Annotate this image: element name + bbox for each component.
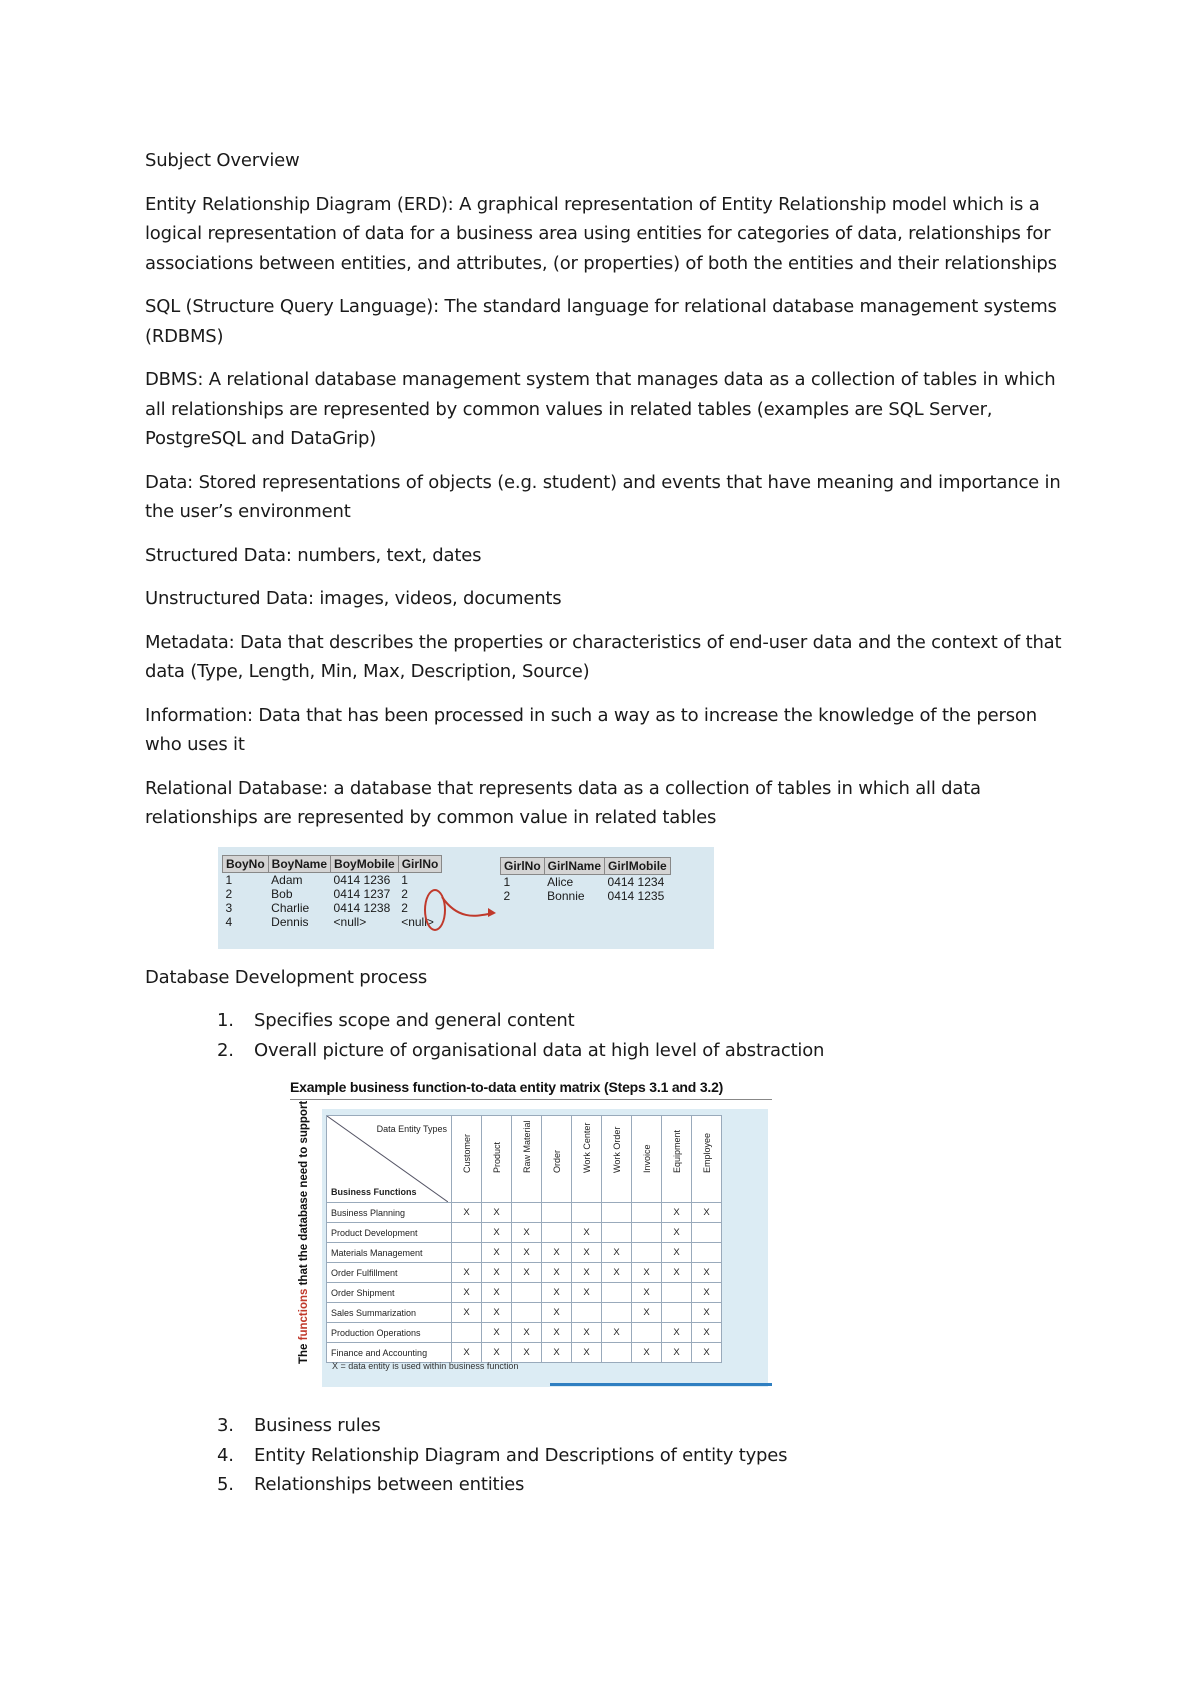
column-header: Work Order (602, 1116, 632, 1203)
table-cell: 1 (225, 872, 233, 887)
divider (290, 1099, 772, 1100)
matrix-row-name: Order Shipment (327, 1283, 452, 1303)
matrix-cell (632, 1323, 662, 1343)
list-item: 4. Entity Relationship Diagram and Descriptions of entity types (217, 1444, 788, 1466)
matrix-cell: X (572, 1243, 602, 1263)
matrix-cell (632, 1203, 662, 1223)
matrix-cell: X (542, 1343, 572, 1363)
boy-header: GirlNo (398, 855, 442, 872)
matrix-cell: X (542, 1303, 572, 1323)
column-header: Raw Material (512, 1116, 542, 1203)
matrix-cell: X (632, 1303, 662, 1323)
matrix-cell: X (482, 1263, 512, 1283)
matrix-cell: X (512, 1243, 542, 1263)
unstructured-data-definition: Unstructured Data: images, videos, documents (145, 588, 562, 609)
table-row (223, 901, 442, 915)
matrix-cell: X (482, 1323, 512, 1343)
data-definition: Data: Stored representations of objects (e.g. student) and events that have meaning and importance in the user’s environment (145, 471, 1061, 522)
girl-table (500, 857, 671, 903)
matrix-cell: X (482, 1283, 512, 1303)
matrix-cell: X (512, 1263, 542, 1283)
matrix-cell: X (602, 1263, 632, 1283)
girl-header: GirlMobile (605, 857, 671, 874)
matrix-cell (512, 1283, 542, 1303)
matrix-cell: X (572, 1223, 602, 1243)
matrix-cell: X (632, 1283, 662, 1303)
table-cell: 2 (401, 900, 408, 915)
matrix-cell (632, 1243, 662, 1263)
matrix-cell: X (662, 1323, 692, 1343)
matrix-corner (327, 1116, 452, 1203)
information-definition: Information: Data that has been processed in such a way as to increase the knowledge of the person who uses it (145, 704, 1037, 755)
step-text: Relationships between entities (254, 1474, 525, 1495)
matrix-cell (572, 1203, 602, 1223)
matrix-cell (632, 1223, 662, 1243)
matrix-cell (602, 1203, 632, 1223)
boy-girl-tables-figure (218, 847, 714, 949)
table-cell: 0414 1236 (333, 872, 391, 887)
matrix-row-name: Order Fulfillment (327, 1263, 452, 1283)
matrix-cell (452, 1323, 482, 1343)
matrix-cell: X (512, 1223, 542, 1243)
matrix-row-name: Business Planning (327, 1203, 452, 1223)
table-cell: 2 (225, 886, 233, 901)
matrix-cell: X (692, 1303, 722, 1323)
table-row (223, 915, 442, 929)
matrix-cell: X (452, 1263, 482, 1283)
column-header: Order (542, 1116, 572, 1203)
matrix-cell: X (692, 1283, 722, 1303)
matrix-cell: X (482, 1243, 512, 1263)
table-row (223, 872, 442, 887)
matrix-cell: X (662, 1263, 692, 1283)
matrix-cell (512, 1203, 542, 1223)
table-cell: Bonnie (547, 888, 585, 903)
table-cell: Alice (547, 874, 574, 889)
matrix-cell: X (452, 1203, 482, 1223)
matrix-cell: X (662, 1203, 692, 1223)
column-header: Product (482, 1116, 512, 1203)
list-item: 5. Relationships between entities (217, 1474, 525, 1495)
matrix-cell: X (482, 1343, 512, 1363)
table-row (327, 1343, 722, 1363)
matrix-cell: X (452, 1303, 482, 1323)
matrix-row-name: Materials Management (327, 1243, 452, 1263)
table-cell: 0414 1234 (607, 874, 665, 889)
table-cell: 2 (503, 888, 511, 903)
matrix-cell: X (632, 1343, 662, 1363)
metadata-definition: Metadata: Data that describes the properties or characteristics of end-user data and the context of that data (Type, Length, Min, Max, Description, Source) (145, 631, 1062, 682)
structured-data-definition: Structured Data: numbers, text, dates (145, 544, 482, 566)
column-header: Equipment (662, 1116, 692, 1203)
matrix-cell: X (602, 1243, 632, 1263)
table-row (223, 887, 442, 901)
list-item: 1. Specifies scope and general content (217, 1010, 575, 1031)
matrix-cell: X (572, 1343, 602, 1363)
matrix-cell: X (692, 1323, 722, 1343)
matrix-cell: X (662, 1243, 692, 1263)
matrix-cell: X (482, 1203, 512, 1223)
matrix-cell: X (572, 1283, 602, 1303)
table-cell: 1 (401, 872, 408, 887)
column-header: Customer (452, 1116, 482, 1203)
matrix-row-name: Sales Summarization (327, 1303, 452, 1323)
matrix-title: Example business function-to-data entity matrix (Steps 3.1 and 3.2) (290, 1079, 724, 1095)
list-item: 2. Overall picture of organisational data at high level of abstraction (217, 1039, 825, 1061)
matrix-cell: X (452, 1343, 482, 1363)
relational-database-definition: Relational Database: a database that represents data as a collection of tables in which all data relationships are represented by common value in related tables (145, 777, 981, 828)
matrix-cell: X (572, 1323, 602, 1343)
table-cell: 0414 1237 (333, 886, 391, 901)
matrix-cell: X (512, 1323, 542, 1343)
matrix-cell (602, 1283, 632, 1303)
step-text: Entity Relationship Diagram and Descriptions of entity types (254, 1444, 788, 1466)
matrix-cell: X (692, 1203, 722, 1223)
process-heading: Database Development process (145, 966, 428, 988)
matrix-row-name: Finance and Accounting (327, 1343, 452, 1363)
table-row (501, 874, 671, 889)
girl-header: GirlNo (501, 857, 545, 874)
dbms-definition: DBMS: A relational database management system that manages data as a collection of tables in which all relationships are represented by common values in related tables (examples are SQL Server, PostgreSQL and DataGrip) (145, 369, 1056, 449)
matrix-cell: X (542, 1243, 572, 1263)
process-steps-list-b (145, 1411, 1075, 1500)
process-steps-list-a (145, 1006, 1075, 1065)
accent-line (550, 1383, 772, 1386)
matrix-cell: X (482, 1303, 512, 1323)
matrix-cell (452, 1243, 482, 1263)
entity-matrix-table (326, 1115, 722, 1363)
erd-definition: Entity Relationship Diagram (ERD): A graphical representation of Entity Relationship model which is a logical representation of data for a business area using entities for categories of data, relationships for associations between entities, and attributes, (or properties) of both the entities and their relationships (145, 193, 1057, 274)
matrix-cell: X (692, 1263, 722, 1283)
matrix-cell (602, 1343, 632, 1363)
table-cell: 3 (225, 900, 233, 915)
matrix-cell: X (482, 1223, 512, 1243)
matrix-cell (692, 1223, 722, 1243)
table-cell: 4 (225, 914, 233, 929)
table-cell: Charlie (271, 900, 310, 915)
step-text: Business rules (254, 1415, 381, 1436)
matrix-panel (322, 1109, 768, 1387)
column-header: Employee (692, 1116, 722, 1203)
table-cell: <null> (333, 914, 367, 929)
subject-heading: Subject Overview (145, 150, 300, 171)
corner-top-label: Data Entity Types (376, 1124, 447, 1134)
matrix-cell (692, 1243, 722, 1263)
matrix-cell: X (692, 1343, 722, 1363)
entity-matrix-figure (290, 1079, 772, 1397)
list-item: 3. Business rules (217, 1415, 381, 1436)
matrix-side-label: The functions that the database need to support (298, 1100, 310, 1364)
matrix-cell (572, 1303, 602, 1323)
table-row (327, 1323, 722, 1343)
table-cell: 1 (503, 874, 511, 889)
table-cell: 0414 1238 (333, 900, 391, 915)
matrix-cell: X (662, 1343, 692, 1363)
matrix-cell: X (452, 1283, 482, 1303)
matrix-cell (542, 1223, 572, 1243)
matrix-cell: X (662, 1223, 692, 1243)
boy-table (222, 855, 442, 929)
table-cell: 0414 1235 (607, 888, 665, 903)
matrix-row-name: Product Development (327, 1223, 452, 1243)
matrix-cell: X (512, 1343, 542, 1363)
matrix-cell (602, 1303, 632, 1323)
table-row (501, 889, 671, 903)
table-row (327, 1223, 722, 1243)
matrix-legend: X = data entity is used within business function (332, 1361, 519, 1371)
matrix-cell (452, 1223, 482, 1243)
table-cell: Dennis (271, 914, 309, 929)
table-row (327, 1303, 722, 1323)
table-row (327, 1203, 722, 1223)
column-header: Invoice (632, 1116, 662, 1203)
girl-header: GirlName (544, 857, 604, 874)
corner-bottom-label: Business Functions (331, 1187, 417, 1197)
matrix-row-name: Production Operations (327, 1323, 452, 1343)
document-body (145, 146, 1075, 1500)
table-row (327, 1283, 722, 1303)
step-text: Overall picture of organisational data at high level of abstraction (254, 1039, 825, 1061)
matrix-cell: X (572, 1263, 602, 1283)
matrix-cell: X (542, 1283, 572, 1303)
step-text: Specifies scope and general content (254, 1010, 575, 1031)
matrix-cell: X (632, 1263, 662, 1283)
matrix-cell (602, 1223, 632, 1243)
table-cell: Adam (271, 872, 303, 887)
column-header: Work Center (572, 1116, 602, 1203)
table-row (327, 1263, 722, 1283)
matrix-cell: X (542, 1263, 572, 1283)
sql-definition: SQL (Structure Query Language): The standard language for relational database management systems (RDBMS) (145, 296, 1057, 347)
matrix-cell: X (602, 1323, 632, 1343)
table-row (327, 1243, 722, 1263)
matrix-cell: X (542, 1323, 572, 1343)
matrix-cell (662, 1283, 692, 1303)
table-cell: <null> (401, 914, 434, 929)
matrix-cell (662, 1303, 692, 1323)
boy-header: BoyName (268, 855, 330, 872)
boy-header: BoyMobile (331, 855, 399, 872)
boy-header: BoyNo (223, 855, 269, 872)
matrix-cell (512, 1303, 542, 1323)
table-cell: Bob (271, 886, 293, 901)
table-cell: 2 (401, 886, 408, 901)
matrix-cell (542, 1203, 572, 1223)
relationship-arrow-icon (440, 895, 500, 925)
